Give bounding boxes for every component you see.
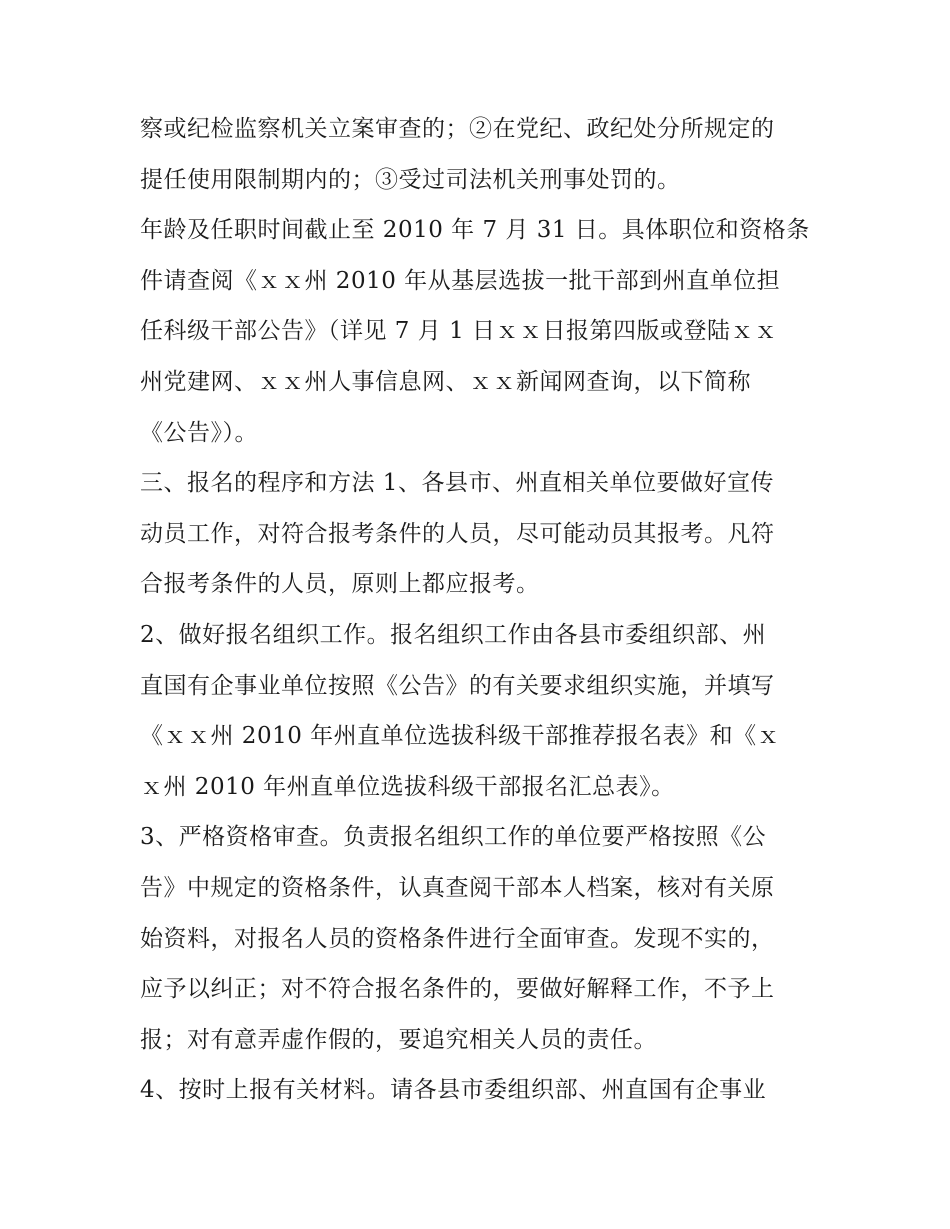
document-body	[140, 104, 815, 1116]
text-line: 年龄及任职时间截止至 2010 年 7 月 31 日。具体职位和资格条	[140, 217, 810, 244]
text-line: 报；对有意弄虚作假的，要追究相关人员的责任。	[140, 1026, 657, 1053]
text-line: 4、按时上报有关材料。请各县市委组织部、州直国有企事业	[140, 1077, 767, 1104]
text-line: 始资料，对报名人员的资格条件进行全面审查。发现不实的，	[140, 925, 775, 952]
text-line: 合报考条件的人员，原则上都应报考。	[140, 571, 540, 598]
text-line: 《公告》）。	[140, 419, 258, 446]
text-line: 告》中规定的资格条件，认真查阅干部本人档案，核对有关原	[140, 874, 775, 901]
text-line: 任科级干部公告》（详见 7 月 1 日ｘｘ日报第四版或登陆ｘｘ	[140, 318, 778, 345]
text-line: 3、严格资格审查。负责报名组织工作的单位要严格按照《公	[140, 824, 767, 851]
text-line: 2、做好报名组织工作。报名组织工作由各县市委组织部、州	[140, 621, 767, 648]
text-line: 直国有企事业单位按照《公告》的有关要求组织实施，并填写	[140, 672, 775, 699]
text-line: 应予以纠正；对不符合报名条件的，要做好解释工作，不予上	[140, 976, 775, 1003]
text-line: 动员工作，对符合报考条件的人员，尽可能动员其报考。凡符	[140, 520, 775, 547]
text-line: 《ｘｘ州 2010 年州直单位选拔科级干部推荐报名表》和《ｘ	[140, 723, 781, 750]
text-line: 件请查阅《ｘｘ州 2010 年从基层选拔一批干部到州直单位担	[140, 267, 781, 294]
text-line: 察或纪检监察机关立案审查的；②在党纪、政纪处分所规定的	[140, 116, 775, 142]
text-line: 州党建网、ｘｘ州人事信息网、ｘｘ新闻网查询，以下简称	[140, 368, 751, 395]
text-line: ｘ州 2010 年州直单位选拔科级干部报名汇总表》。	[140, 773, 675, 800]
text-line: 提任使用限制期内的；③受过司法机关刑事处罚的。	[140, 166, 681, 193]
text-line: 三、报名的程序和方法 1、各县市、州直相关单位要做好宣传	[140, 470, 774, 497]
